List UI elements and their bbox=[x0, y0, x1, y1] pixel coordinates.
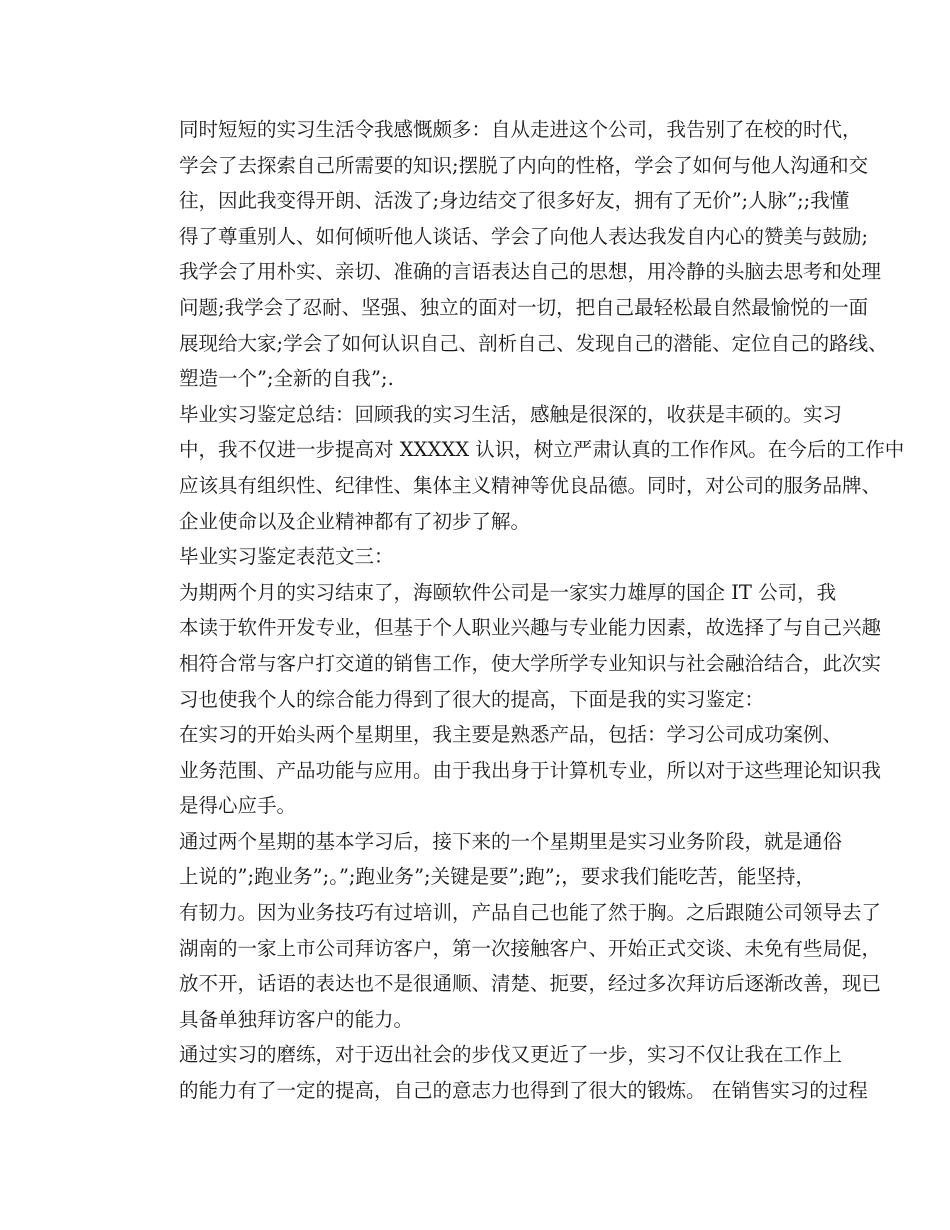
text-line: 企业使命以及企业精神都有了初步了解。 bbox=[179, 509, 531, 533]
text-line: 的能力有了一定的提高，自己的意志力也得到了很大的锻炼。 在销售实习的过程 bbox=[179, 1079, 868, 1103]
paragraph-6 bbox=[140, 1037, 868, 1108]
text-line: 问题;我学会了忍耐、坚强、独立的面对一切，把自己最轻松最自然最愉悦的一面 bbox=[179, 295, 869, 319]
text-line: 毕业实习鉴定表范文三： bbox=[179, 545, 394, 569]
paragraph-1 bbox=[140, 112, 888, 397]
text-line: 业务范围、产品功能与应用。由于我出身于计算机专业，所以对于这些理论知识我 bbox=[179, 758, 882, 782]
text-line: 往，因此我变得开朗、活泼了;身边结交了很多好友，拥有了无价”;人脉”;;我懂 bbox=[179, 189, 850, 213]
text-line: 为期两个月的实习结束了，海颐软件公司是一家实力雄厚的国企 IT 公司，我 bbox=[179, 580, 837, 604]
text-line: 相符合常与客户打交道的销售工作，使大学所学专业知识与社会融洽结合，此次实 bbox=[179, 651, 882, 675]
paragraph-5 bbox=[140, 824, 882, 1038]
section-heading bbox=[140, 539, 815, 575]
text-line: 展现给大家;学会了如何认识自己、剖析自己、发现自己的潜能、定位自己的路线、 bbox=[179, 331, 888, 355]
text-line: 通过实习的磨练，对于迈出社会的步伐又更近了一步，实习不仅让我在工作上 bbox=[179, 1043, 843, 1067]
paragraph-4 bbox=[140, 717, 882, 824]
text-line: 塑造一个”;全新的自我”;. bbox=[179, 367, 394, 391]
text-line: 学会了去探索自己所需要的知识;摆脱了内向的性格，学会了如何与他人沟通和交 bbox=[179, 153, 869, 177]
text-line: 得了尊重别人、如何倾听他人谈话、学会了向他人表达我发自内心的赞美与鼓励; bbox=[179, 224, 869, 248]
text-line: 应该具有组织性、纪律性、集体主义精神等优良品德。同时，对公司的服务品牌、 bbox=[179, 473, 882, 497]
text-line: 上说的”;跑业务”;。”;跑业务”;关键是要”;跑”;，要求我们能吃苦，能坚持， bbox=[179, 865, 815, 889]
text-line: 本读于软件开发专业，但基于个人职业兴趣与专业能力因素，故选择了与自己兴趣 bbox=[179, 616, 882, 640]
text-line: 习也使我个人的综合能力得到了很大的提高，下面是我的实习鉴定： bbox=[179, 687, 765, 711]
paragraph-2 bbox=[140, 397, 905, 539]
document-body bbox=[140, 112, 905, 1109]
text-line: 是得心应手。 bbox=[179, 794, 297, 818]
text-line: 湖南的一家上市公司拜访客户，第一次接触客户、开始正式交谈、未免有些局促， bbox=[179, 936, 882, 960]
text-line: 我学会了用朴实、亲切、准确的言语表达自己的思想，用冷静的头脑去思考和处理 bbox=[179, 260, 882, 284]
text-line: 中，我不仅进一步提高对 XXXXX 认识，树立严肃认真的工作作风。在今后的工作中 bbox=[179, 438, 905, 462]
text-line: 毕业实习鉴定总结：回顾我的实习生活，感触是很深的，收获是丰硕的。实习 bbox=[179, 402, 843, 426]
text-line: 有韧力。因为业务技巧有过培训，产品自己也能了然于胸。之后跟随公司领导去了 bbox=[179, 901, 882, 925]
text-line: 在实习的开始头两个星期里，我主要是熟悉产品，包括：学习公司成功案例、 bbox=[179, 723, 843, 747]
text-line: 具备单独拜访客户的能力。 bbox=[179, 1007, 414, 1031]
text-line: 同时短短的实习生活令我感慨颇多：自从走进这个公司，我告别了在校的时代， bbox=[179, 118, 862, 141]
paragraph-3 bbox=[140, 575, 882, 717]
text-line: 放不开，话语的表达也不是很通顺、清楚、扼要，经过多次拜访后逐渐改善，现已 bbox=[179, 972, 882, 996]
text-line: 通过两个星期的基本学习后，接下来的一个星期里是实习业务阶段，就是通俗 bbox=[179, 829, 843, 853]
